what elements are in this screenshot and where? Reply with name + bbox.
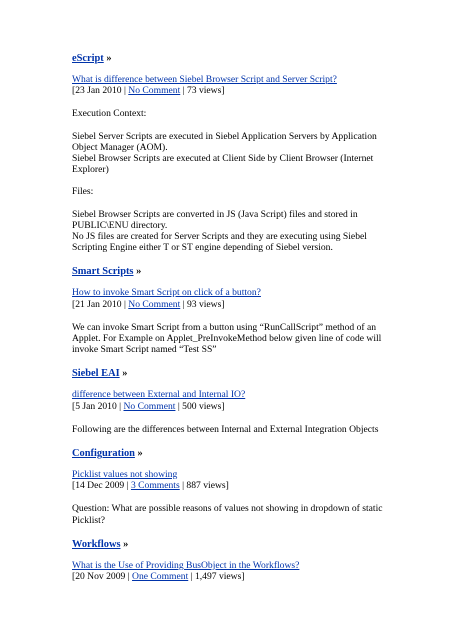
- post-body-paragraph: Execution Context:: [72, 108, 147, 120]
- category-link-siebel-eai[interactable]: Siebel EAI: [72, 368, 120, 380]
- post-body-paragraph: Files:: [72, 186, 94, 198]
- post-body-paragraph: Question: What are possible reasons of values not showing in dropdown of static Picklist?: [72, 503, 383, 526]
- post-title-link[interactable]: What is the Use of Providing BusObject in the Workflows?: [72, 559, 300, 571]
- post-body-paragraph: No JS files are created for Server Scripts and they are executing using Siebel Scripting Engine either T or ST engine depending of Siebel version.: [72, 231, 367, 254]
- category-heading: [72, 367, 402, 380]
- category-link-workflows[interactable]: Workflows: [72, 538, 121, 550]
- post-views: | 73 views]: [180, 85, 225, 97]
- post-title-link[interactable]: How to invoke Smart Script on click of a button?: [72, 287, 261, 299]
- post-meta: [72, 85, 402, 96]
- category-heading: [72, 52, 402, 65]
- raquo: »: [136, 266, 142, 278]
- category-heading: [72, 447, 402, 460]
- comments-link[interactable]: No Comment: [123, 400, 176, 412]
- post-body-paragraph: Siebel Browser Scripts are converted in JS (Java Script) files and stored in PUBLIC\ENU directory.: [72, 208, 358, 231]
- post-meta: [72, 299, 402, 310]
- comments-link[interactable]: One Comment: [132, 571, 189, 583]
- post-views: | 887 views]: [179, 480, 229, 492]
- post-meta: [72, 401, 402, 412]
- comments-link[interactable]: No Comment: [128, 85, 181, 97]
- raquo: »: [123, 538, 129, 550]
- post-body-paragraph: Siebel Browser Scripts are executed at Client Side by Client Browser (Internet Explorer): [72, 153, 374, 176]
- category-link-escript[interactable]: eScript: [72, 53, 104, 64]
- comments-link[interactable]: No Comment: [128, 298, 181, 310]
- post-meta: [72, 571, 402, 582]
- raquo: »: [106, 53, 112, 64]
- post-title-link[interactable]: What is difference between Siebel Browser Script and Server Script?: [72, 74, 337, 85]
- post-body-paragraph: Siebel Server Scripts are executed in Siebel Application Servers by Application Object Manager (AOM).: [72, 130, 377, 153]
- post-body-paragraph: Following are the differences between Internal and External Integration Objects: [72, 423, 379, 435]
- post-title-link[interactable]: difference between External and Internal IO?: [72, 389, 246, 401]
- post-views: | 500 views]: [175, 400, 225, 412]
- category-link-configuration[interactable]: Configuration: [72, 448, 135, 460]
- post-title-link[interactable]: Picklist values not showing: [72, 469, 178, 481]
- post-date: [23 Jan 2010 |: [72, 85, 129, 97]
- category-link-smart-scripts[interactable]: Smart Scripts: [72, 266, 134, 278]
- post-meta: [72, 480, 402, 491]
- post-list: [72, 52, 402, 582]
- post-date: [14 Dec 2009 |: [72, 480, 131, 492]
- post-date: [5 Jan 2010 |: [72, 400, 124, 412]
- category-heading: [72, 538, 402, 551]
- post-date: [21 Jan 2010 |: [72, 298, 129, 310]
- post-body-paragraph: We can invoke Smart Script from a button using “RunCallScript” method of an Applet. For Example on Applet_PreInvokeMethod below given line of code will invoke Smart Script named “Test SS”: [72, 321, 382, 356]
- post-date: [20 Nov 2009 |: [72, 571, 133, 583]
- raquo: »: [137, 448, 143, 460]
- post-views: | 1,497 views]: [188, 571, 245, 583]
- post-views: | 93 views]: [180, 298, 225, 310]
- comments-link[interactable]: 3 Comments: [130, 480, 180, 492]
- raquo: »: [122, 368, 128, 380]
- category-heading: [72, 265, 402, 278]
